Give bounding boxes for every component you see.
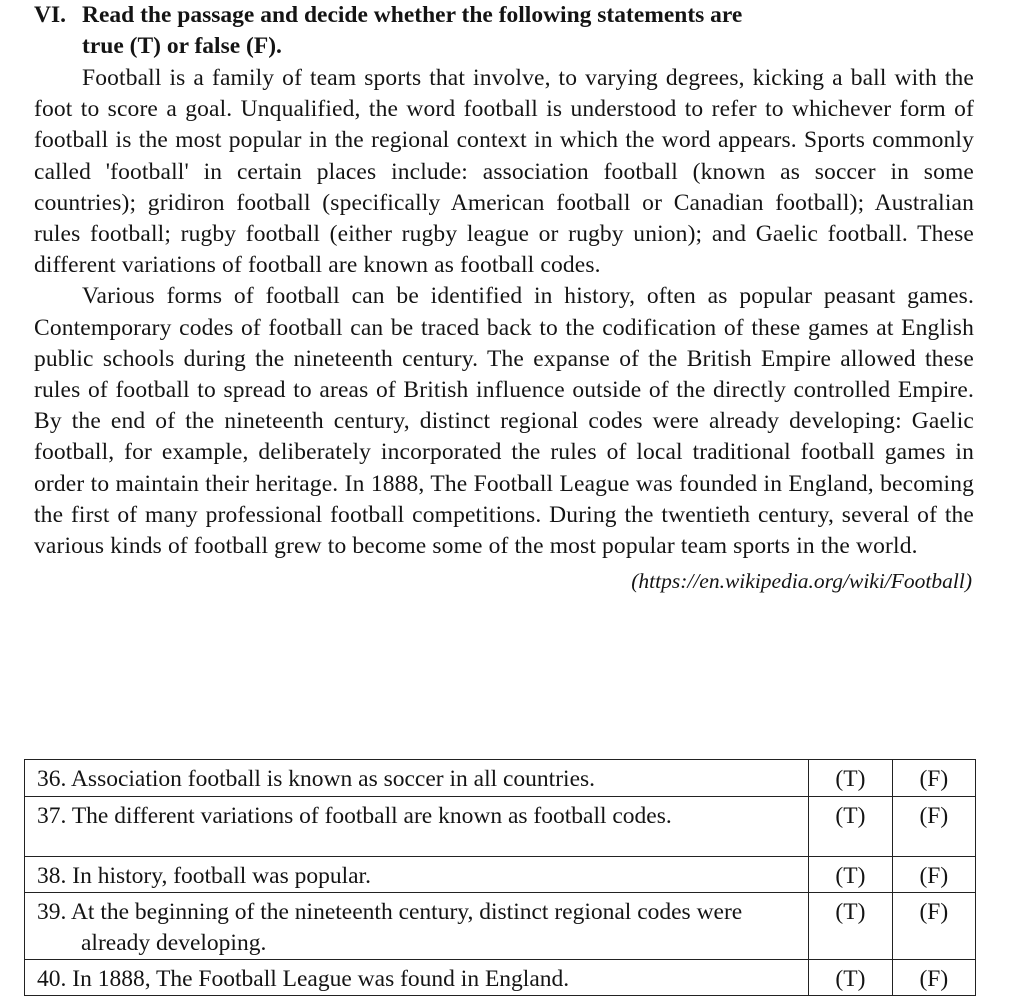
passage-paragraph-2: Various forms of football can be identified in history, often as popular peasant games. Contemporary codes of football can be traced back to the codification of these games at English public schools during the nineteenth century. The expanse of the British Empire allowed these rules of football to spread to areas of British influence outside of the directly controlled Empire. By the end of the nineteenth century, distinct regional codes were already developing: Gaelic football, for example, deliberately incorporated the rules of local traditional football games in order to maintain their heritage. In 1888, The Football League was founded in England, becoming the first of many professional football competitions. During the twentieth century, several of the various kinds of football grew to become some of the most popular team sports in the world. [34,283,974,560]
statement-text: 39. At the beginning of the nineteenth century, distinct regional codes were already developing. [37,899,743,956]
statement-cell [25,857,809,893]
false-option[interactable]: (F) [892,960,975,996]
false-option[interactable]: (F) [892,797,975,857]
false-option[interactable]: (F) [892,760,975,797]
statement-cell [25,797,809,857]
true-option[interactable]: (T) [809,857,892,893]
table-row [25,797,976,857]
statement-cell [25,893,809,960]
true-option[interactable]: (T) [809,960,892,996]
instruction-line-1: Read the passage and decide whether the following statements are [82,2,743,28]
table-row [25,857,976,893]
table-row [25,893,976,960]
statement-text: 36. Association football is known as soccer in all countries. [37,766,596,792]
passage-paragraph-1: Football is a family of team sports that involve, to varying degrees, kicking a ball with the foot to score a goal. Unqualified, the word football is understood to refer to whichever form of football is the most popular in the regional context in which the word appears. Sports commonly called 'football' in certain places include: association football (known as soccer in some countries); gridiron football (specifically American football or Canadian football); Australian rules football; rugby football (either rugby league or rugby union); and Gaelic football. These different variations of football are known as football codes. [34,65,974,279]
statement-text: 38. In history, football was popular. [37,863,371,889]
instruction-line-2: true (T) or false (F). [82,33,282,59]
statement-cell [25,960,809,996]
statements-table [24,759,976,996]
true-option[interactable]: (T) [809,893,892,960]
table-row [25,960,976,996]
table-row [25,760,976,797]
false-option[interactable]: (F) [892,857,975,893]
true-option[interactable]: (T) [809,760,892,797]
statement-cell [25,760,809,797]
false-option[interactable]: (F) [892,893,975,960]
exercise-number: VI. [34,2,66,28]
passage-source: (https://en.wikipedia.org/wiki/Football) [631,569,972,594]
true-option[interactable]: (T) [809,797,892,857]
statement-text: 37. The different variations of football are known as football codes. [37,803,672,829]
exercise-instruction [34,0,974,62]
statement-text: 40. In 1888, The Football League was found in England. [37,966,570,992]
